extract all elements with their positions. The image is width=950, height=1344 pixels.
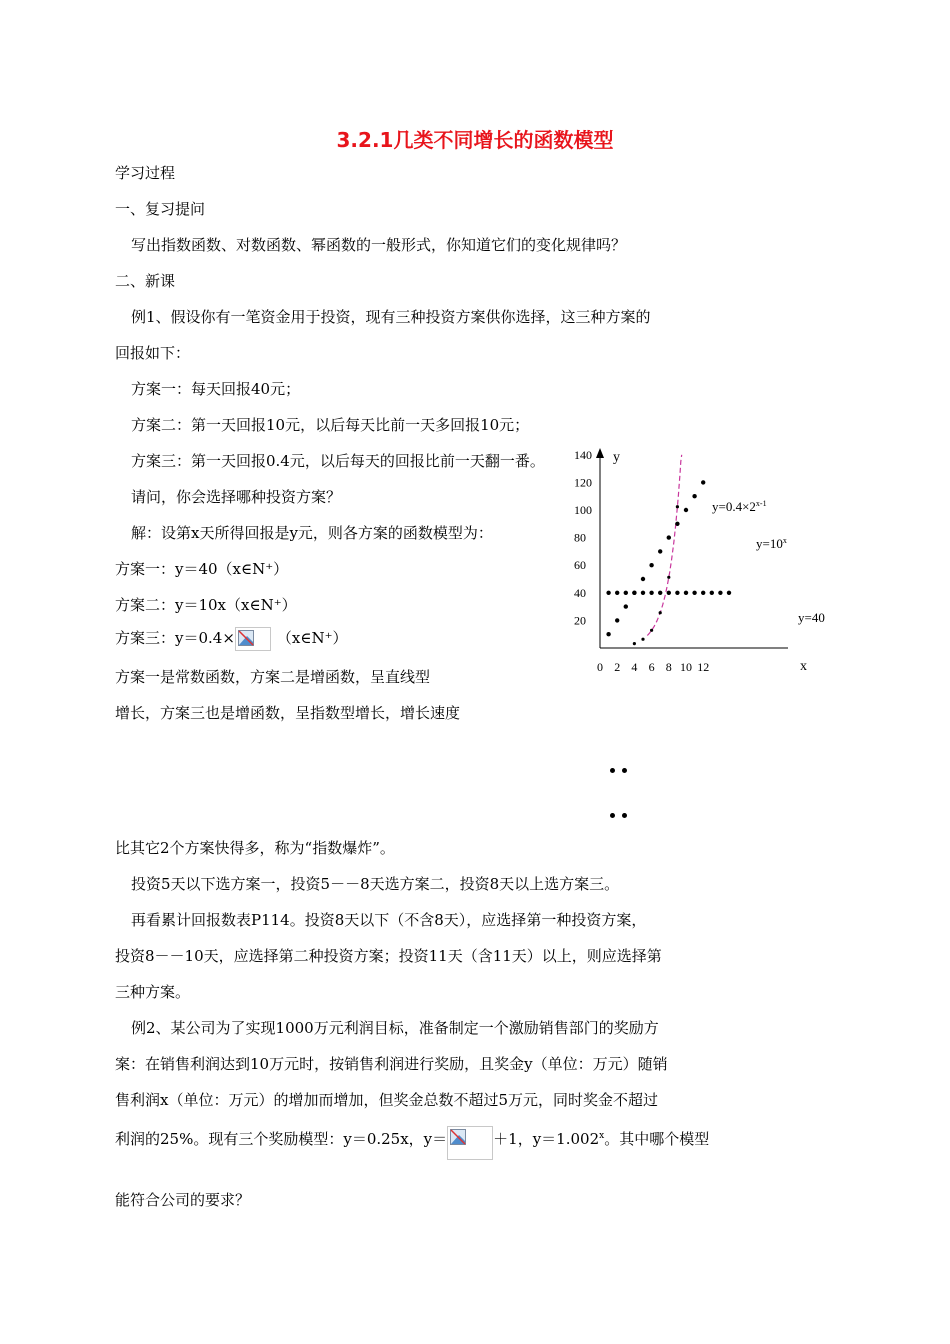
data-point	[710, 591, 714, 595]
analysis-line1: 方案一是常数函数，方案二是增函数，呈直线型	[115, 668, 431, 686]
plan-three-text: 方案三：第一天回报0.4元，以后每天的回报比前一天翻一番。	[131, 452, 545, 470]
data-point	[692, 591, 696, 595]
data-point	[606, 632, 610, 636]
x-tick-label: 2	[614, 660, 621, 674]
data-point	[684, 591, 688, 595]
x-tick-label: 0	[597, 660, 603, 674]
decorative-dots-row1	[610, 759, 634, 777]
exp-curve	[647, 455, 681, 636]
data-point	[684, 508, 688, 512]
data-point	[641, 638, 644, 641]
analysis-line3: 比其它2个方案快得多，称为“指数爆炸”。	[115, 839, 395, 857]
data-point	[676, 505, 679, 508]
x-axis-label: x	[800, 659, 807, 674]
data-point	[692, 494, 696, 498]
y-tick-label: 120	[574, 475, 592, 490]
question-text: 请问，你会选择哪种投资方案？	[131, 488, 342, 506]
growth-chart	[560, 440, 850, 680]
data-point	[641, 591, 645, 595]
data-point	[650, 629, 653, 632]
cumulative-line1: 再看累计回报数表P114。投资8天以下（不含8天），应选择第一种投资方案，	[131, 911, 647, 929]
y-tick-label: 20	[574, 613, 586, 628]
data-point	[718, 591, 722, 595]
example2-exponent: x	[599, 1131, 605, 1141]
linear-annotation	[756, 536, 787, 551]
y-axis-arrow	[596, 448, 604, 458]
solution-text: 解：设第x天所得回报是y元，则各方案的函数模型为：	[131, 524, 493, 542]
data-point	[649, 563, 653, 567]
plan-one-text: 方案一：每天回报40元；	[131, 380, 301, 398]
data-point	[615, 591, 619, 595]
example2-line2: 案：在销售利润达到10万元时，按销售利润进行奖励，且奖金y（单位：万元）随销	[115, 1055, 668, 1073]
constant-annotation: y=40	[798, 610, 825, 625]
data-point	[675, 522, 679, 526]
x-tick-label: 10	[680, 660, 692, 674]
exp-annotation	[712, 499, 767, 514]
data-point	[641, 577, 645, 581]
x-tick-label: 6	[648, 660, 655, 674]
x-tick-label: 12	[697, 660, 710, 674]
page-title: 3.2.1几类不同增长的函数模型	[336, 128, 614, 152]
data-point	[624, 591, 628, 595]
example1-line1: 例1、假设你有一笔资金用于投资，现有三种投资方案供你选择，这三种方案的	[131, 308, 651, 326]
data-point	[675, 591, 679, 595]
heading-new-lesson: 二、新课	[115, 272, 176, 290]
data-point	[667, 591, 671, 595]
example2-line1: 例2、某公司为了实现1000万元利润目标，准备制定一个激励销售部门的奖励方	[131, 1019, 659, 1037]
model-three-suffix: （x∈N⁺）	[276, 629, 348, 647]
decorative-dots-row2	[610, 804, 634, 822]
data-point	[667, 576, 670, 579]
data-point	[633, 642, 636, 645]
y-tick-label: 140	[574, 447, 592, 462]
data-point	[701, 591, 705, 595]
data-point	[615, 618, 619, 622]
y-tick-label: 40	[574, 585, 586, 600]
conclusion-text: 投资5天以下选方案一，投资5－－8天选方案二，投资8天以上选方案三。	[131, 875, 620, 893]
example2-line3: 售利润x（单位：万元）的增加而增加，但奖金总数不超过5万元，同时奖金不超过	[115, 1091, 659, 1109]
example2-line4-part3: 。其中哪个模型	[604, 1130, 710, 1148]
y-axis-label: y	[613, 450, 620, 465]
data-point	[701, 480, 705, 484]
broken-image-icon	[450, 1129, 466, 1145]
model-three	[115, 627, 348, 651]
heading-review: 一、复习提问	[115, 200, 206, 218]
data-point	[606, 591, 610, 595]
example2-line4	[115, 1126, 709, 1160]
data-point	[658, 591, 662, 595]
data-point	[632, 591, 636, 595]
data-point	[659, 611, 662, 614]
model-two: 方案二：y＝10x（x∈N⁺）	[115, 596, 297, 614]
plan-two-text: 方案二：第一天回报10元，以后每天比前一天多回报10元；	[131, 416, 530, 434]
example1-line2: 回报如下：	[115, 344, 191, 362]
example2-line4-part2: ＋1，y＝1.002	[493, 1130, 600, 1148]
cumulative-line2: 投资8－－10天，应选择第二种投资方案；投资11天（含11天）以上，则应选择第	[115, 947, 662, 965]
linear-annotation-sup: x	[782, 536, 787, 545]
analysis-line2: 增长，方案三也是增函数，呈指数型增长，增长速度	[115, 704, 461, 722]
linear-annotation-base: y=10	[756, 536, 783, 551]
model-one: 方案一：y＝40（x∈N⁺）	[115, 560, 289, 578]
x-tick-label: 8	[665, 660, 672, 674]
cumulative-line3: 三种方案。	[115, 983, 191, 1001]
example2-line4-part1: 利润的25%。现有三个奖励模型：y＝0.25x，y＝	[115, 1130, 448, 1148]
formula-image-placeholder-2	[447, 1126, 493, 1160]
paragraph-review-question: 写出指数函数、对数函数、幂函数的一般形式，你知道它们的变化规律吗？	[131, 236, 627, 254]
example2-line5: 能符合公司的要求？	[115, 1191, 251, 1209]
formula-image-placeholder	[235, 627, 271, 651]
data-point	[658, 549, 662, 553]
exp-annotation-base: y=0.4×2	[712, 499, 756, 514]
x-tick-label: 4	[631, 660, 638, 674]
broken-image-icon	[238, 630, 254, 646]
y-tick-label: 80	[574, 530, 586, 545]
data-point	[649, 591, 653, 595]
exp-annotation-sup: x-1	[755, 499, 767, 508]
data-point	[667, 535, 671, 539]
heading-learning-process: 学习过程	[115, 164, 176, 182]
data-point	[624, 604, 628, 608]
y-tick-label: 100	[574, 503, 592, 517]
data-point	[727, 591, 731, 595]
model-three-prefix: 方案三：y＝0.4×	[115, 629, 235, 647]
y-tick-label: 60	[574, 558, 586, 573]
